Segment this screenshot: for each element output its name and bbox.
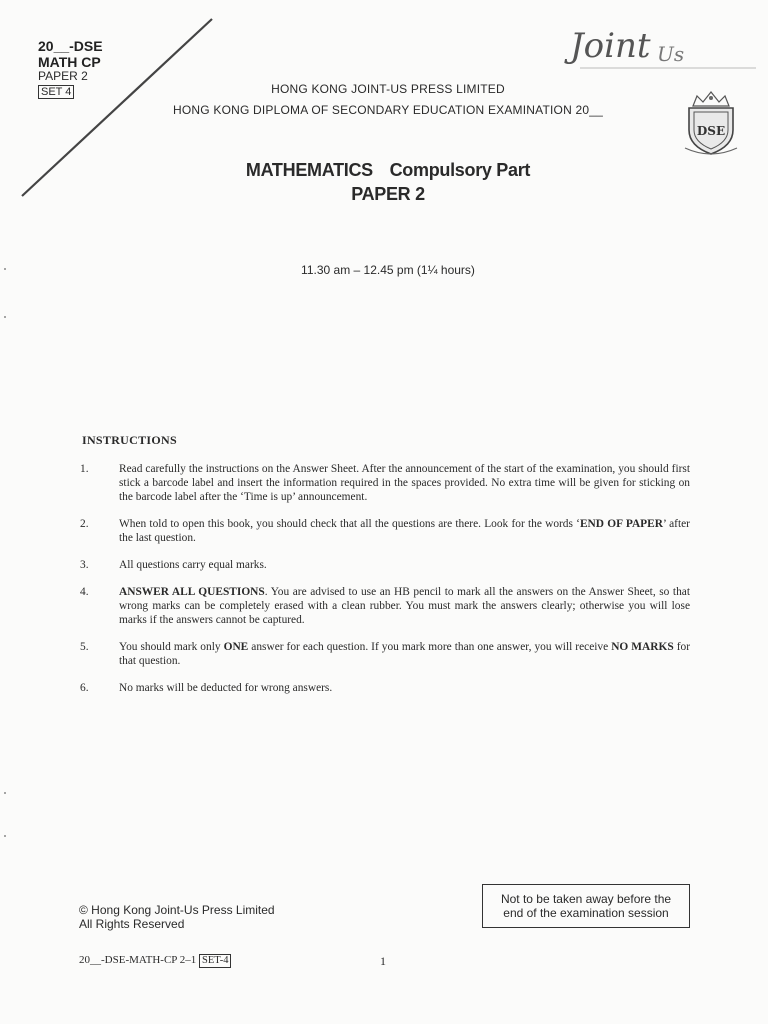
instruction-emphasis: END OF PAPER: [579, 518, 663, 530]
scan-speck: [4, 792, 6, 794]
paper-number-label: PAPER 2: [38, 69, 88, 84]
instruction-emphasis: NO MARKS: [611, 641, 674, 653]
set-badge: SET 4: [38, 85, 74, 99]
instruction-item: [80, 681, 690, 695]
instruction-item: [80, 462, 690, 504]
copyright-block: [79, 903, 275, 931]
footer-paper-code: 20__-DSE-MATH-CP 2–1: [79, 954, 197, 966]
page-number: 1: [380, 954, 386, 968]
instruction-item: [80, 558, 690, 572]
instruction-segment: All questions carry equal marks.: [119, 559, 267, 571]
instructions-heading: INSTRUCTIONS: [82, 433, 177, 447]
paper-subject-label: MATH CP: [38, 54, 101, 71]
crest-icon: [683, 90, 739, 160]
notice-line-2: end of the examination session: [503, 906, 669, 920]
instruction-emphasis: ANSWER ALL QUESTIONS: [119, 586, 265, 598]
crest-text: DSE: [696, 124, 726, 138]
joint-us-logo: Joint: [570, 26, 651, 66]
notice-box: [482, 884, 690, 928]
instruction-segment: Read carefully the instructions on the Answer Sheet. After the announcement of the start of the examination, you should first stick a barcode label and insert the information required in the spaces provided. No extra time will be given for sticking on the barcode label after the ‘Time is up’ announcement.: [119, 463, 690, 503]
exam-time: 11.30 am – 12.45 pm (1¼ hours): [301, 263, 475, 277]
footer-set-badge: SET-4: [199, 954, 231, 968]
paper-year-label: 20__-DSE: [38, 38, 103, 54]
publisher-name: HONG KONG JOINT-US PRESS LIMITED: [271, 82, 505, 96]
instruction-number: 5.: [80, 641, 89, 653]
subject-title: [0, 160, 768, 181]
instruction-emphasis: ONE: [223, 641, 249, 653]
instruction-segment: answer for each question. If you mark more than one answer, you will receive: [248, 641, 612, 653]
instruction-text: [119, 517, 690, 545]
subject-part: Compulsory Part: [389, 160, 531, 180]
scan-speck: [4, 316, 6, 318]
rights-line: All Rights Reserved: [79, 917, 185, 931]
exam-name: HONG KONG DIPLOMA OF SECONDARY EDUCATION EXAMINATION 20__: [173, 103, 603, 117]
subject-name: MATHEMATICS: [245, 160, 373, 180]
scan-speck: [4, 268, 6, 270]
instruction-segment: . You are advised to use an HB pencil to mark all the answers on the Answer Sheet, so that wrong marks can be completely erased with a clean rubber. You must mark the answers clearly; otherwise you will lose marks if the answers cannot be captured.: [119, 586, 690, 626]
instruction-segment: You should mark only: [119, 641, 224, 653]
instructions-list: [80, 462, 690, 708]
instruction-segment: No marks will be deducted for wrong answers.: [119, 682, 333, 694]
instruction-number: 2.: [80, 518, 89, 530]
instruction-text: [119, 681, 690, 695]
copyright-line: © Hong Kong Joint-Us Press Limited: [79, 903, 275, 917]
instruction-number: 3.: [80, 559, 89, 571]
instruction-item: [80, 517, 690, 545]
footer-code: [79, 954, 231, 968]
instruction-number: 6.: [80, 682, 89, 694]
notice-line-1: Not to be taken away before the: [500, 892, 672, 906]
instruction-segment: for that question.: [119, 641, 690, 667]
instruction-text: [119, 640, 690, 668]
scan-speck: [4, 835, 6, 837]
instruction-text: [119, 585, 690, 627]
instruction-segment: ’ after the last question.: [119, 518, 690, 544]
instruction-item: [80, 585, 690, 627]
instruction-text: [119, 558, 690, 572]
instruction-segment: When told to open this book, you should check that all the questions are there. Look for the words ‘: [119, 518, 580, 530]
paper-title: PAPER 2: [351, 184, 425, 204]
instruction-number: 1.: [80, 463, 89, 475]
joint-us-logo-us: Us: [657, 42, 685, 66]
instruction-number: 4.: [80, 586, 89, 598]
instruction-text: [119, 462, 690, 504]
instruction-item: [80, 640, 690, 668]
logo-underline: [580, 66, 756, 70]
